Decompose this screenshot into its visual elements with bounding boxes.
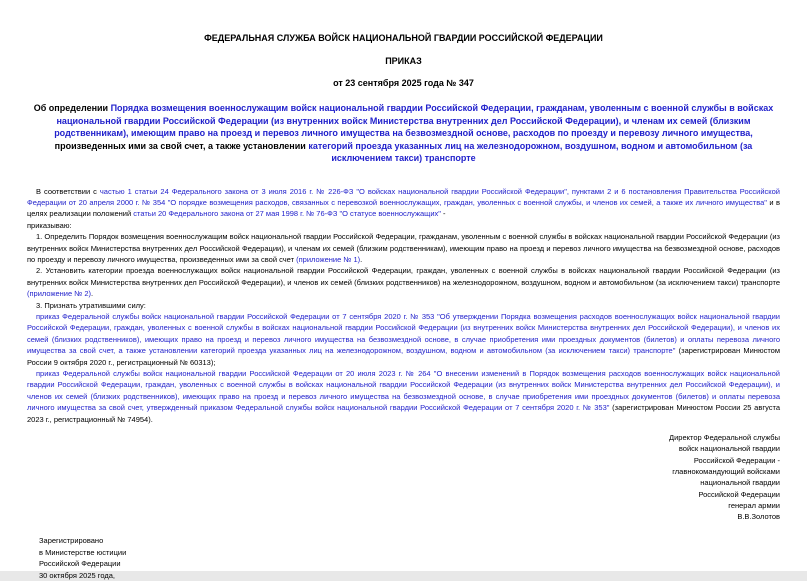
text-run: 3. Признать утратившими силу: <box>36 300 146 310</box>
registration-block <box>39 535 807 581</box>
document-link[interactable]: приказ Федеральной службы войск национальной гвардии Российской Федерации от 7 сентября 2020 г. № 353 "Об утверждении Порядка возмещения расходов военнослужащих войск национальной гвардии Российской Федерации, граждан, уволенных с военной службы в войсках национальной гвардии Российской Федерации (из внутренних войск Министерства внутренних дел Российской Федерации), и членов их семей (близких родственников), имеющих право на проезд и перевоз личного имущества на безвозмездной основе, в случае приобретения ими проездных документов (билетов) и оплаты перевоза личного имущества за свой счет, а также установлении категорий проезда указанных лиц на железнодорожном, воздушном, водном и автомобильном (за исключением такси) транспорте" <box>27 311 780 356</box>
document-header <box>0 0 807 88</box>
document-title <box>27 102 780 165</box>
document-body <box>27 186 780 426</box>
text-run: (зарегистрирован Минюстом России 25 августа 2023 г., регистрационный № 74954). <box>27 403 781 424</box>
signature-line: В.В.Золотов <box>737 512 780 522</box>
document-link[interactable]: категорий проезда указанных лиц на железнодорожном, воздушном, водном и автомобильном (за исключением такси) транспорте <box>308 140 753 163</box>
document-link[interactable]: (приложение № 2) <box>27 289 92 299</box>
text-run: приказываю: <box>27 220 72 230</box>
document-link[interactable]: (приложение № 1) <box>296 254 361 264</box>
document-type: ПРИКАЗ <box>385 56 422 66</box>
signature-line: Директор Федеральной службы <box>669 433 780 443</box>
text-run: 1. Определить Порядок возмещения военнослужащим войск национальной гвардии Российской Федерации, гражданам, уволенным с военной службы в войсках национальной гвардии Российской Федерации (из внутренних войск Министерства внутренних дел Российской Федерации), и членам их семей (близким родственникам), имеющим право на проезд и перевоз личного имущества на безвозмездной основе, расходов по проезду и перевозу личного имущества, произведенных ими за свой счет <box>27 232 780 264</box>
issuing-authority: ФЕДЕРАЛЬНАЯ СЛУЖБА ВОЙСК НАЦИОНАЛЬНОЙ ГВАРДИИ РОССИЙСКОЙ ФЕДЕРАЦИИ <box>204 33 603 43</box>
text-run: Об определении <box>33 103 111 113</box>
text-run: - <box>440 209 446 219</box>
text-run: В соответствии с <box>36 186 100 196</box>
document-link[interactable]: частью 1 статьи 24 Федерального закона от 3 июля 2016 г. № 226-ФЗ "О войсках национальной гвардии Российской Федерации", пунктами 2 и 6 постановления Правительства Российской Федерации от 20 апреля 2000 г. № 354 "О порядке возмещения расходов, связанных с перевозкой военнослужащих, граждан, уволенных с военной службы, и членов их семей, а также их личного имущества" <box>27 186 780 207</box>
signature-line: Российской Федерации <box>698 489 780 499</box>
signature-line: национальной гвардии <box>700 478 780 488</box>
document-link[interactable]: статьи 20 Федерального закона от 27 мая 1998 г. № 76-ФЗ "О статусе военнослужащих" <box>133 209 441 219</box>
body-paragraph <box>27 300 780 311</box>
body-paragraph <box>27 231 780 265</box>
body-paragraph <box>27 368 780 425</box>
registration-line: 30 октября 2025 года, <box>39 570 115 580</box>
document-link[interactable]: приказ Федеральной службы войск национальной гвардии Российской Федерации от 20 июля 2023 г. № 264 "О внесении изменений в Порядок возмещения расходов военнослужащих войск национальной гвардии Российской Федерации, граждан, уволенных с военной службы в войсках национальной гвардии Российской Федерации (из внутренних войск Министерства внутренних дел Российской Федерации), и членов их семей (близких родственников), имеющих право на проезд и перевоз личного имущества на безвозмездной основе, в случае приобретения ими проездных документов (билетов) и оплаты перевоза личного имущества за свой счет, утвержденный приказом Федеральной службы войск национальной гвардии Российской Федерации от 7 сентября 2020 г. № 353" <box>27 369 780 413</box>
text-run: . <box>91 289 94 299</box>
body-paragraph <box>27 186 780 220</box>
signature-block <box>27 432 780 522</box>
signature-line: войск национальной гвардии <box>678 444 780 454</box>
text-run: (зарегистрирован Минюстом России 9 октября 2020 г., регистрационный № 60313); <box>27 346 780 367</box>
registration-line: Зарегистрировано <box>39 536 104 546</box>
registration-line: в Министерстве юстиции <box>39 547 127 557</box>
text-run: и в целях реализации положений <box>27 197 781 219</box>
signature-line: Российской Федерации - <box>693 455 780 465</box>
text-run: 2. Установить категории проезда военнослужащих войск национальной гвардии Российской Федерации, граждан, уволенных с военной службы в войсках национальной гвардии Российской Федерации (из внутренних войск Министерства внутренних дел Российской Федерации), и членов их семей (близких родственников) на железнодорожном, воздушном, водном и автомобильном (за исключением такси) транспорте <box>27 266 780 287</box>
body-paragraph <box>27 311 780 368</box>
document-link[interactable]: Порядка возмещения военнослужащим войск национальной гвардии Российской Федерации, гражданам, уволенным с военной службы в войсках национальной гвардии Российской Федерации (из внутренних войск Министерства внутренних дел Российской Федерации), и членам их семей (близким родственникам), имеющим право на проезд и перевоз личного имущества на безвозмездной основе, расходов по проезду и перевозу личного имущества, <box>54 103 774 138</box>
body-paragraph <box>27 265 780 299</box>
signature-line: главнокомандующий войсками <box>672 466 780 476</box>
text-run: . <box>360 254 363 264</box>
text-run: произведенных ими за свой счет, а также установлении <box>54 140 309 151</box>
document-date-number: от 23 сентября 2025 года № 347 <box>333 78 474 88</box>
signature-line: генерал армии <box>728 500 780 510</box>
body-paragraph <box>27 220 780 231</box>
registration-line: Российской Федерации <box>39 559 121 569</box>
